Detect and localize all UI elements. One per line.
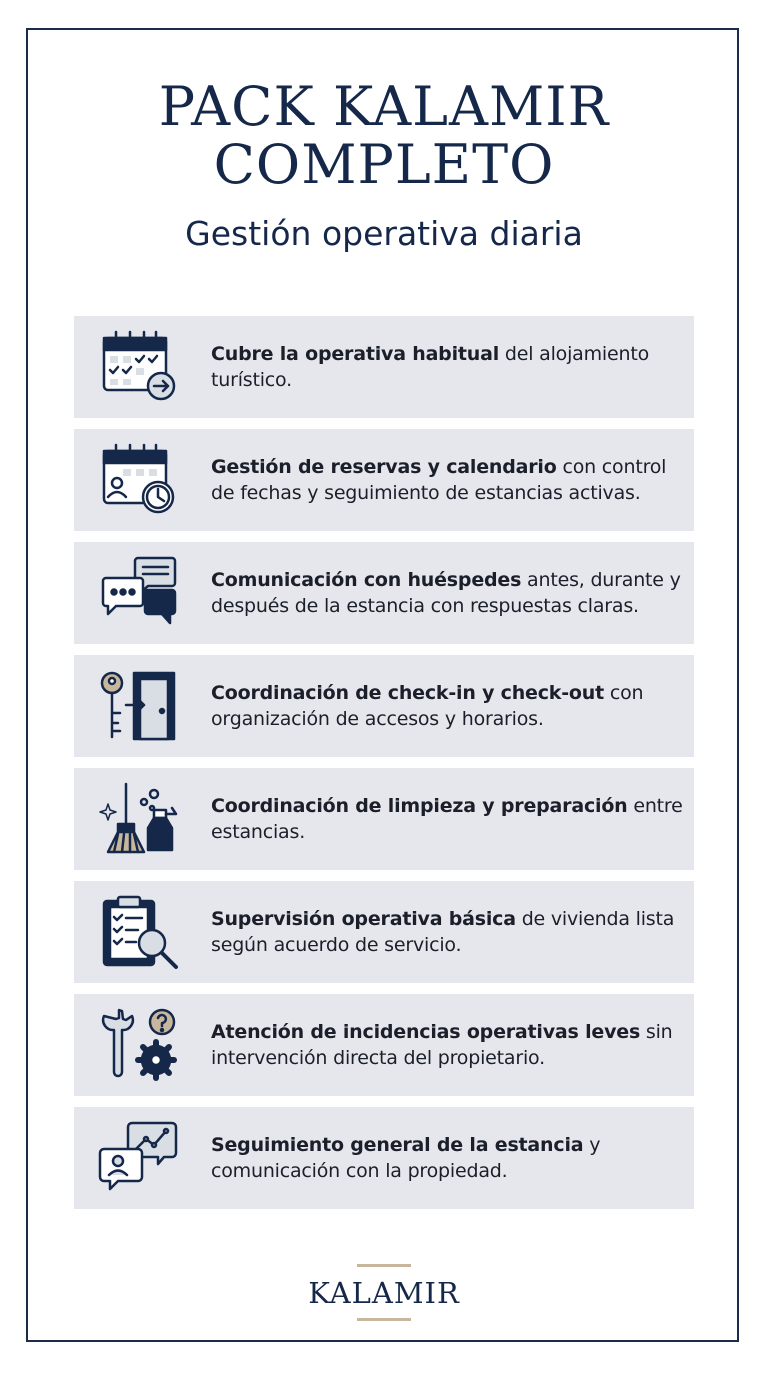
service-item-incidencias [74,994,694,1096]
service-item-rest: entre estancias. [211,795,683,843]
service-item-operativa [74,316,694,418]
service-item-bold: Coordinación de limpieza y preparación [211,795,628,817]
service-item-rest: del alojamiento turístico. [211,343,650,391]
service-item-text [211,567,690,619]
broom-spray-icon [98,780,182,858]
service-item-bold: Cubre la operativa habitual [211,343,500,365]
chat-chart-user-icon [98,1119,182,1197]
service-item-rest: de vivienda lista según acuerdo de servicio. [211,908,675,956]
brand-line-bottom [357,1318,411,1321]
page-title [0,75,768,196]
calendar-clock-icon [98,441,182,519]
service-item-text [211,906,690,958]
service-item-rest: antes, durante y después de la estancia con respuestas claras. [211,569,681,617]
key-door-icon [98,667,182,745]
page-subtitle: Gestión operativa diaria [185,214,583,253]
service-item-text [211,341,690,393]
service-item-supervision [74,881,694,983]
wrench-gear-question-icon [98,1006,182,1084]
chat-bubbles-icon [98,554,182,632]
title-line-2: COMPLETO [213,133,555,196]
service-item-text [211,680,690,732]
service-item-bold: Seguimiento general de la estancia [211,1134,584,1156]
service-item-text [211,1132,690,1184]
service-item-rest: con organización de accesos y horarios. [211,682,644,730]
service-item-rest: con control de fechas y seguimiento de estancias activas. [211,456,667,504]
service-item-rest: sin intervención directa del propietario. [211,1021,673,1069]
service-item-text [211,793,690,845]
service-item-text [211,1019,690,1071]
brand-logo: KALAMIR [308,1276,460,1310]
calendar-arrow-icon [98,328,182,406]
title-line-1: PACK KALAMIR [158,75,610,138]
service-item-limpieza [74,768,694,870]
service-item-reservas [74,429,694,531]
service-item-comunicacion [74,542,694,644]
service-item-rest: y comunicación con la propiedad. [211,1134,601,1182]
service-item-bold: Coordinación de check-in y check-out [211,682,604,704]
service-item-text [211,454,690,506]
clipboard-magnifier-icon [98,893,182,971]
brand-line-top [357,1264,411,1267]
service-item-bold: Atención de incidencias operativas leves [211,1021,641,1043]
service-item-bold: Supervisión operativa básica [211,908,516,930]
service-item-bold: Gestión de reservas y calendario [211,456,557,478]
service-item-bold: Comunicación con huéspedes [211,569,522,591]
service-item-checkin [74,655,694,757]
service-item-seguimiento [74,1107,694,1209]
